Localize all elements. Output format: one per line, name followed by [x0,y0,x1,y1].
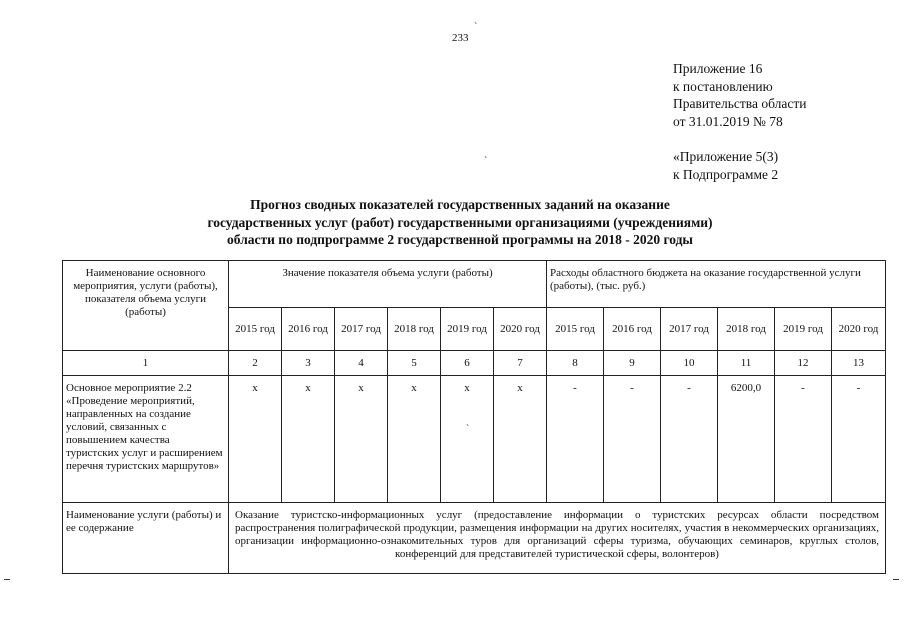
volume-year-cell: 2019 год [441,308,494,351]
expense-year-cell: 2016 год [604,308,661,351]
document-title [140,196,780,249]
event-value-cell: 6200,0 [718,376,775,503]
volume-year-cell: 2018 год [388,308,441,351]
appendix2-line-1: «Приложение 5(3) [673,149,779,164]
event-value-cell: x [441,376,494,503]
appendix-line-1: Приложение 16 [673,61,763,76]
event-value-cell: x [388,376,441,503]
event-value-cell: - [661,376,718,503]
column-number-cell: 3 [282,351,335,376]
title-line-1: Прогноз сводных показателей государственных заданий на оказание [250,197,670,212]
margin-mark-right [893,579,899,580]
service-name-cell: Наименование услуги (работы) и ее содержание [63,503,229,574]
appendix-line-2: к постановлению [673,78,773,94]
column-number-cell: 6 [441,351,494,376]
event-value-cell: x [335,376,388,503]
column-number-cell: 11 [718,351,775,376]
expense-year-cell: 2018 год [718,308,775,351]
event-value-cell: - [547,376,604,503]
event-name-cell: Основное мероприятие 2.2 «Проведение мероприятий, направленных на создание условий, связанных с повышением качества туристских услуг и расширением перечня туристских маршрутов» [63,376,229,503]
appendix-line-4: от 31.01.2019 № 78 [673,113,783,129]
expense-year-cell: 2015 год [547,308,604,351]
column-number-cell: 9 [604,351,661,376]
appendix-block [673,60,806,130]
column-number-cell: 2 [229,351,282,376]
column-number-cell: 8 [547,351,604,376]
title-line-2: государственных услуг (работ) государственными организациями (учреждениями) [207,214,713,230]
header-name-cell: Наименование основного мероприятия, услуги (работы), показателя объема услуги (работы) [63,261,229,351]
header-volume-cell: Значение показателя объема услуги (работы) [229,261,547,308]
event-value-cell: - [775,376,832,503]
page-number: 233 [452,32,469,44]
appendix-original-block [673,148,778,183]
expense-year-cell: 2019 год [775,308,832,351]
event-value-cell: x [229,376,282,503]
service-content-cell: Оказание туристско-информационных услуг (предоставление информации о туристских ресурсах области посредством распространения полиграфической продукции, размещения информации на других носителях, участия в некоммерческих организациях, организации информационно-ознакомительных туров для организаций сферы туризма, обучающих семинаров, круглых столов, конференций для представителей туристической сферы, волонтеров) [229,503,886,574]
column-number-cell: 12 [775,351,832,376]
forecast-table [62,260,886,574]
scan-speck: ` [466,424,470,435]
column-number-cell: 4 [335,351,388,376]
event-value-cell: x [494,376,547,503]
event-value-cell: - [832,376,886,503]
volume-year-cell: 2020 год [494,308,547,351]
appendix-line-3: Правительства области [673,96,807,111]
volume-year-cell: 2015 год [229,308,282,351]
column-number-cell: 5 [388,351,441,376]
event-value-cell: - [604,376,661,503]
volume-year-cell: 2017 год [335,308,388,351]
column-number-cell: 10 [661,351,718,376]
margin-mark-left [4,579,10,580]
scan-speck: ` [474,22,478,33]
scan-speck: ` [484,156,488,167]
event-value-cell: x [282,376,335,503]
title-line-3: области по подпрограмме 2 государственной программы на 2018 - 2020 годы [227,232,693,247]
column-number-cell: 13 [832,351,886,376]
appendix2-line-2: к Подпрограмме 2 [673,166,779,182]
volume-year-cell: 2016 год [282,308,335,351]
header-expenses-cell: Расходы областного бюджета на оказание государственной услуги (работы), (тыс. руб.) [547,261,886,308]
column-number-cell: 7 [494,351,547,376]
column-number-cell: 1 [63,351,229,376]
expense-year-cell: 2020 год [832,308,886,351]
expense-year-cell: 2017 год [661,308,718,351]
